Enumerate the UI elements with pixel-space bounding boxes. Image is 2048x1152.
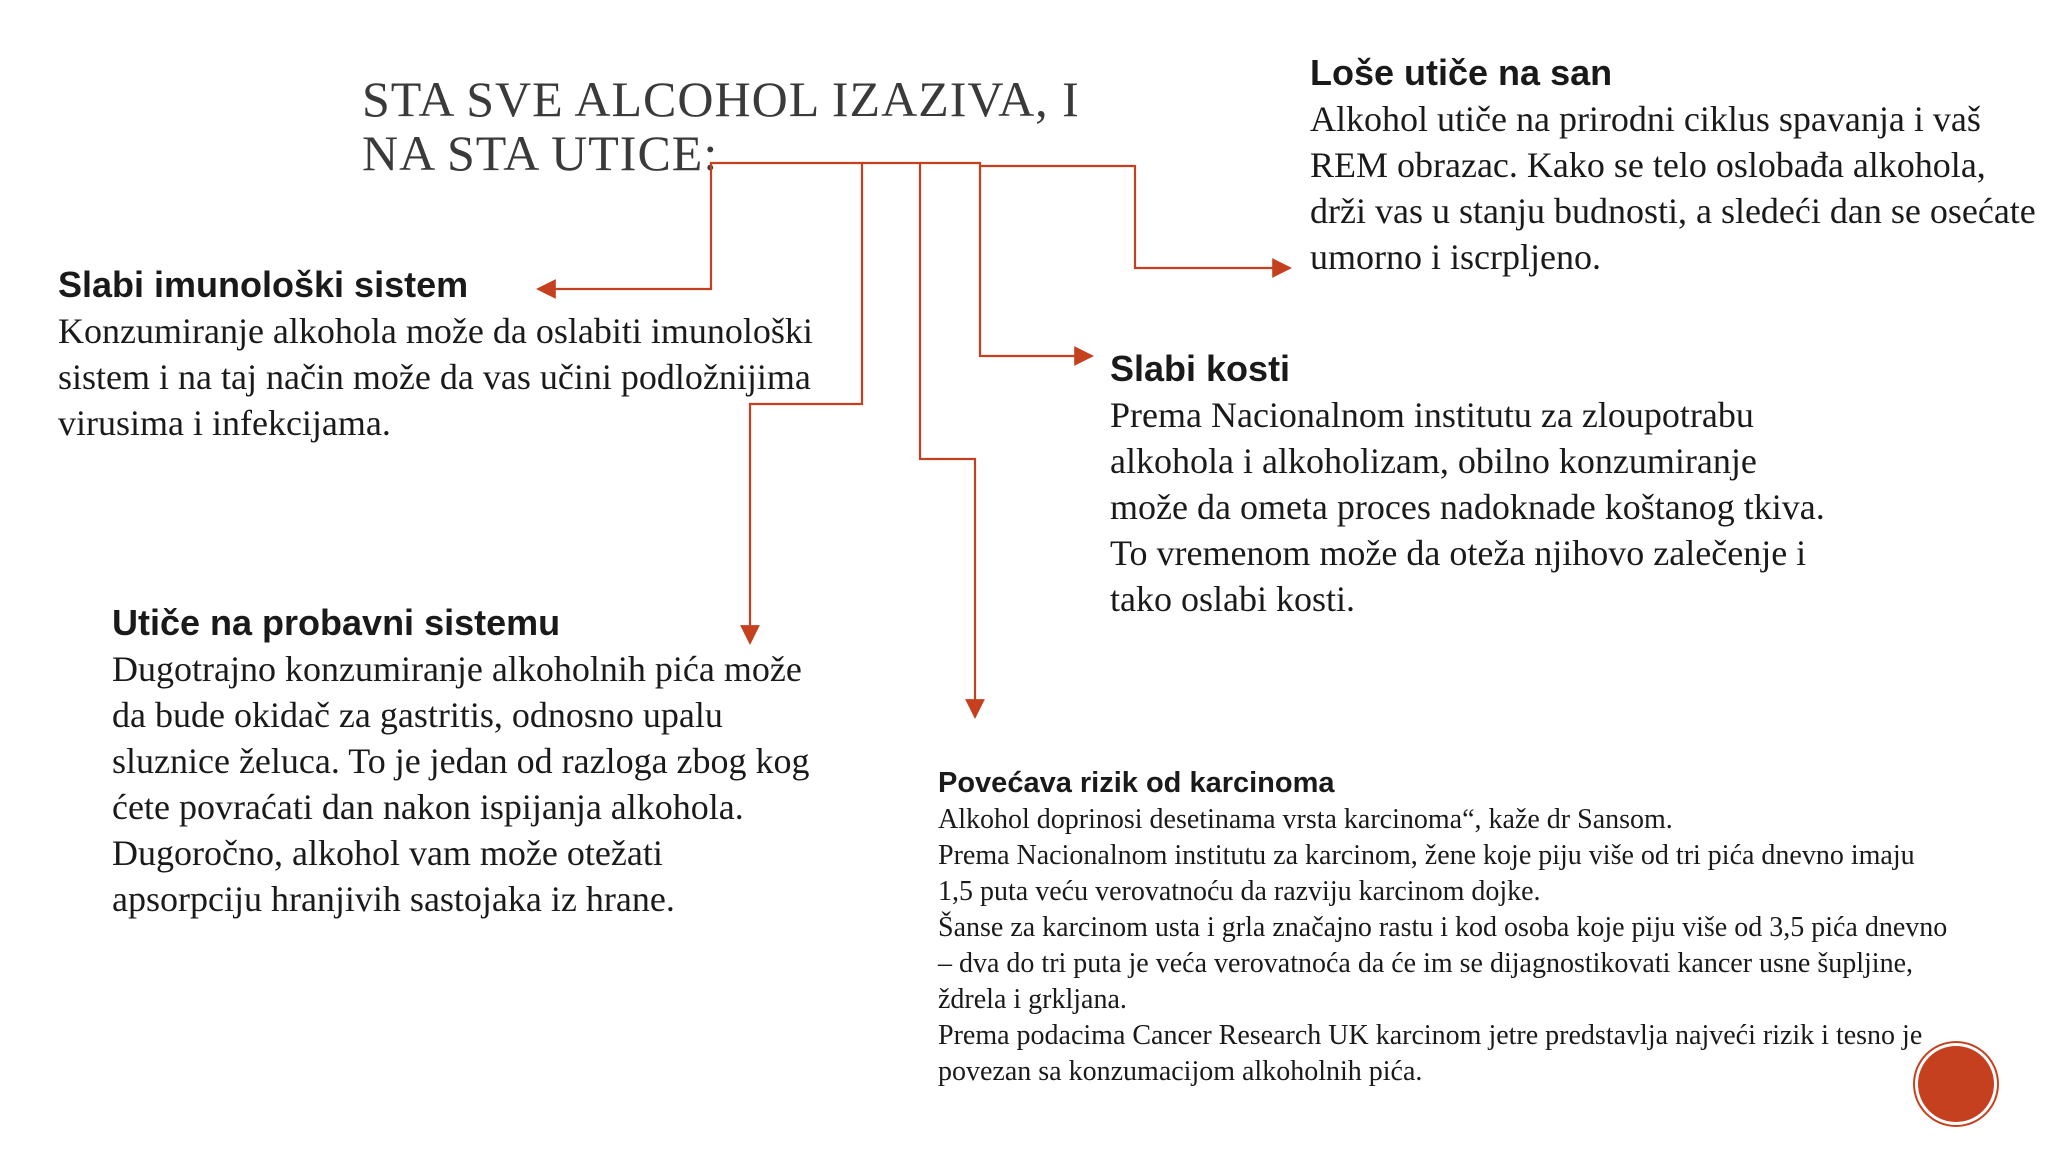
karcinom-paragraph-3: Šanse za karcinom usta i grla značajno rastu i kod osoba koje piju više od 3,5 pića dnevno – dva do tri puta je veća verovatnoća da će im se dijagnostikovati kancer usne šupljine, ždrela i grkljana. <box>938 912 1948 1015</box>
slide-title-line-1: STA SVE ALCOHOL IZAZIVA, I <box>362 71 1080 127</box>
arrow-to-karcinom <box>862 163 975 717</box>
section-imuno-body: Konzumiranje alkohola može da oslabiti imunološki sistem i na taj način može da vas učini podložnijima virusima i infekcijama. <box>58 311 813 443</box>
section-imuno <box>58 262 818 446</box>
section-san-body: Alkohol utiče na prirodni ciklus spavanja i vaš REM obrazac. Kako se telo oslobađa alkohola, drži vas u stanju budnosti, a sledeći dan se osećate umorno i iscrpljeno. <box>1310 99 2036 277</box>
karcinom-paragraph-4: Prema podacima Cancer Research UK karcinom jetre predstavlja najveći rizik i tesno je povezan sa konzumacijom alkoholnih pića. <box>938 1020 1923 1087</box>
karcinom-paragraph-2: Prema Nacionalnom institutu za karcinom, žene koje piju više od tri pića dnevno imaju 1,5 puta veću verovatnoću da razviju karcinom dojke. <box>938 840 1915 907</box>
section-imuno-heading: Slabi imunološki sistem <box>58 264 469 305</box>
section-probava-heading: Utiče na probavni sistemu <box>112 602 561 643</box>
section-probava <box>112 600 812 922</box>
slide-logo-circle <box>1918 1046 1994 1122</box>
section-kosti-heading: Slabi kosti <box>1110 348 1291 389</box>
arrow-to-san <box>980 166 1290 268</box>
section-kosti <box>1110 346 1830 622</box>
section-san <box>1310 50 2048 280</box>
section-san-heading: Loše utiče na san <box>1310 52 1613 93</box>
section-karcinom-heading: Povećava rizik od karcinoma <box>938 767 1335 799</box>
section-karcinom-body <box>938 802 1948 1090</box>
slide-title-line-2: NA STA UTICE: <box>362 125 719 181</box>
karcinom-paragraph-1: Alkohol doprinosi desetinama vrsta karcinoma“, kaže dr Sansom. <box>938 804 1673 835</box>
section-kosti-body: Prema Nacionalnom institutu za zloupotrabu alkohola i alkoholizam, obilno konzumiranje može da ometa proces nadoknade koštanog tkiva. To vremenom može da oteža njihovo zalečenje i tako oslabi kosti. <box>1110 395 1825 619</box>
section-karcinom <box>938 764 1948 1090</box>
arrow-to-kosti <box>920 163 1092 356</box>
section-probava-body: Dugotrajno konzumiranje alkoholnih pića može da bude okidač za gastritis, odnosno upalu sluznice želuca. To je jedan od razloga zbog kog ćete povraćati dan nakon ispijanja alkohola. Dugoročno, alkohol vam može otežati apsorpciju hranjivih sastojaka iz hrane. <box>112 649 810 919</box>
